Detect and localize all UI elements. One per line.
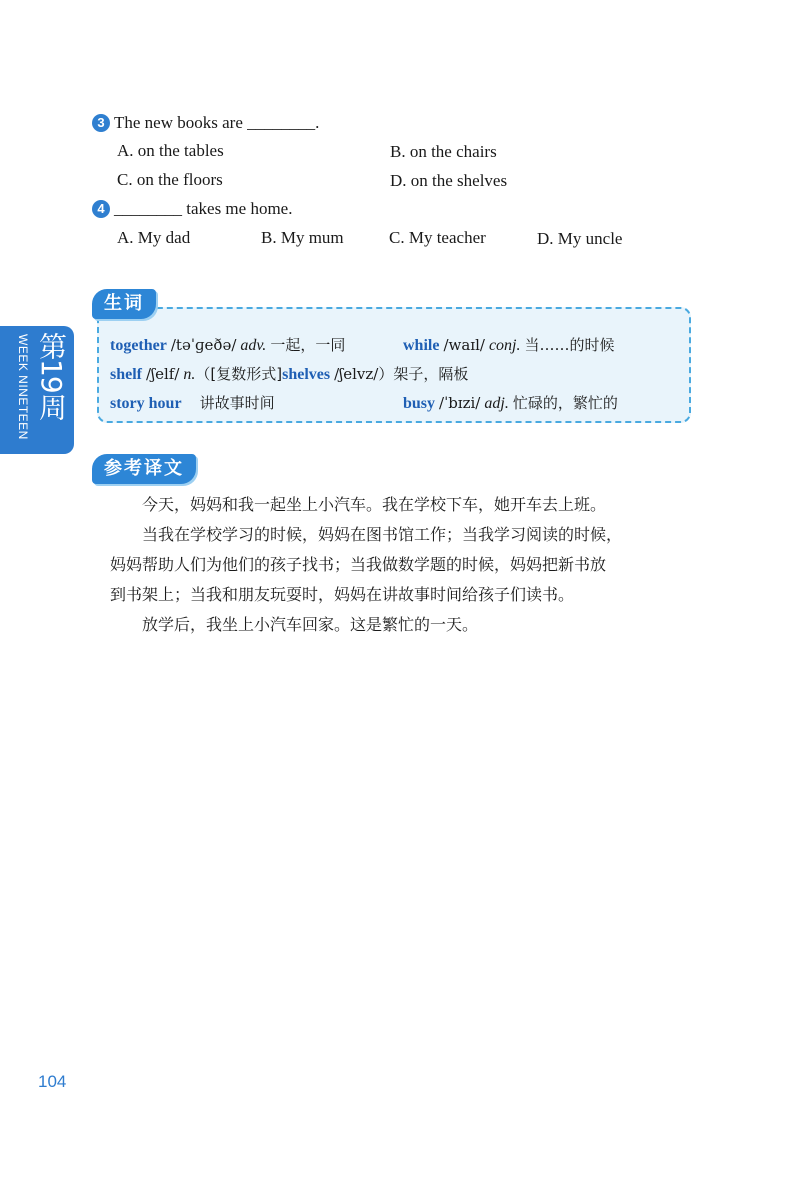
question-3 xyxy=(92,113,319,133)
week-english-label: WEEK NINETEEN xyxy=(16,334,30,440)
vocab-line-3 xyxy=(110,393,275,414)
translation-paragraph-3: 放学后，我坐上小汽车回家。这是繁忙的一天。 xyxy=(142,615,479,634)
vocab-plural-word: shelves xyxy=(282,366,331,383)
translation-paragraph-1: 今天，妈妈和我一起坐上小汽车。我在学校下车，她开车去上班。 xyxy=(142,495,607,514)
option-d: D. on the shelves xyxy=(390,171,508,190)
week-chinese-label: 第19周 xyxy=(35,332,68,420)
vocabulary-title-badge: 生词 xyxy=(92,289,156,319)
vocab-line-1b xyxy=(403,335,615,356)
option-a: A. My dad xyxy=(117,228,191,247)
vocab-part-of-speech: adj. xyxy=(484,395,509,412)
vocab-word: while xyxy=(403,337,440,354)
vocab-line-1 xyxy=(110,335,345,356)
vocab-line-3b xyxy=(403,393,618,414)
vocab-word: shelf xyxy=(110,366,142,383)
option-b: B. My mum xyxy=(261,228,344,247)
vocab-plural-note: （[复数形式] xyxy=(195,365,283,383)
vocab-meaning: 忙碌的，繁忙的 xyxy=(512,394,618,412)
vocab-phonetic: /ʃelvz/ xyxy=(334,365,379,383)
question-stem: The new books are ________. xyxy=(114,113,320,132)
vocab-part-of-speech: conj. xyxy=(488,337,521,354)
option-c: C. on the floors xyxy=(117,170,223,189)
translation-paragraph-2-line-3: 到书架上；当我和朋友玩耍时，妈妈在讲故事时间给孩子们读书。 xyxy=(110,585,575,604)
translation-paragraph-2-line-1: 当我在学校学习的时候，妈妈在图书馆工作；当我学习阅读的时候， xyxy=(142,525,623,544)
vocab-meaning: 一起，一同 xyxy=(270,336,346,354)
vocab-line-2 xyxy=(110,364,468,385)
vocab-meaning: 当……的时候 xyxy=(524,336,615,354)
vocab-word: together xyxy=(110,337,167,354)
vocab-word: busy xyxy=(403,395,436,412)
question-stem: ________ takes me home. xyxy=(114,199,293,218)
option-c: C. My teacher xyxy=(389,228,486,247)
question-number-badge: 4 xyxy=(92,200,110,218)
vocab-meaning: 讲故事时间 xyxy=(199,394,275,412)
option-d: D. My uncle xyxy=(537,229,623,248)
vocab-phonetic: /ʃelf/ xyxy=(146,365,180,383)
translation-paragraph-2-line-2: 妈妈帮助人们为他们的孩子找书；当我做数学题的时候，妈妈把新书放 xyxy=(110,555,607,574)
page-number: 104 xyxy=(38,1072,67,1091)
vocab-part-of-speech: adv. xyxy=(240,337,267,354)
option-b: B. on the chairs xyxy=(390,142,497,161)
vocab-word: story hour xyxy=(110,395,182,412)
question-number-badge: 3 xyxy=(92,114,110,132)
week-side-tab xyxy=(0,326,74,454)
vocab-part-of-speech: n. xyxy=(183,366,196,383)
vocab-phonetic: /waɪl/ xyxy=(443,336,485,354)
vocab-phonetic: /təˈɡeðə/ xyxy=(170,336,237,354)
option-a: A. on the tables xyxy=(117,141,224,160)
question-4 xyxy=(92,199,292,219)
vocab-meaning: ）架子，隔板 xyxy=(378,365,469,383)
vocab-phonetic: /ˈbɪzi/ xyxy=(439,394,481,412)
translation-title-badge: 参考译文 xyxy=(92,454,196,484)
